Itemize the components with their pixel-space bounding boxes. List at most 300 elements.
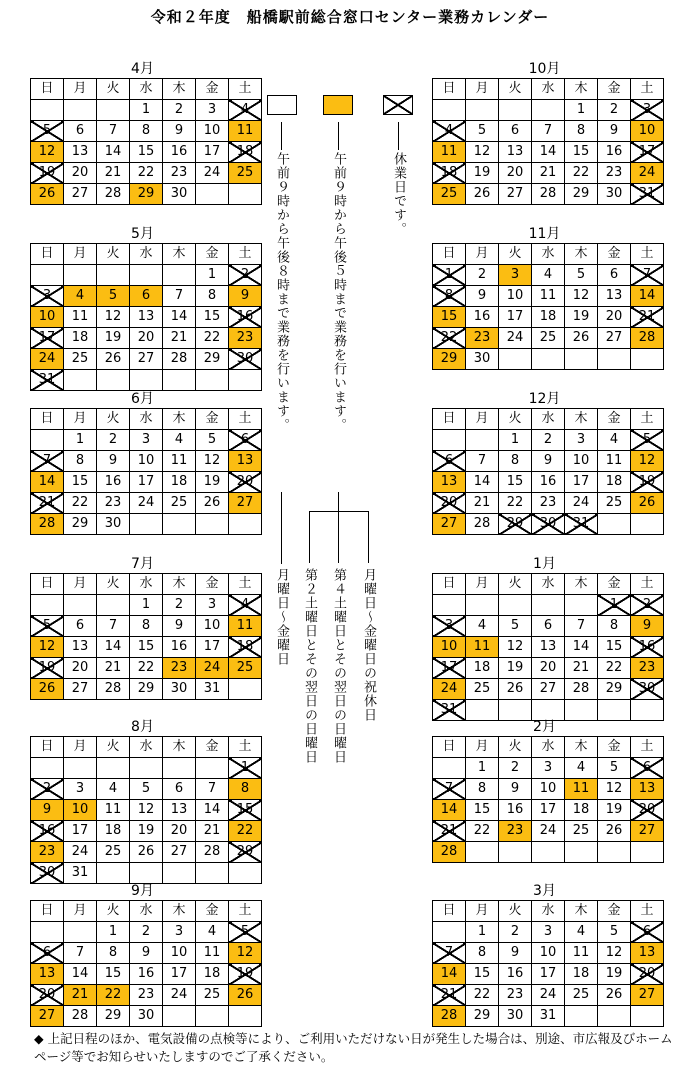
day-cell: 1 [466,922,499,943]
day-cell [31,100,64,121]
day-cell: 18 [64,328,97,349]
month-label: 10月 [528,61,561,77]
day-cell-closed: 4 [229,595,262,616]
day-cell [97,370,130,391]
day-cell: 20 [64,658,97,679]
day-cell-short-hours: 14 [31,472,64,493]
day-cell [499,100,532,121]
weekday-header: 水 [532,901,565,922]
day-cell: 31 [532,1006,565,1027]
weekday-header: 火 [499,79,532,100]
day-cell: 25 [97,842,130,863]
day-cell: 21 [97,163,130,184]
day-cell: 9 [598,121,631,142]
day-cell [433,430,466,451]
day-cell-closed: 6 [631,758,664,779]
weekday-header: 日 [433,737,466,758]
day-cell: 9 [163,121,196,142]
day-cell-closed: 5 [229,922,262,943]
legend-orange-box [323,95,353,115]
day-cell-closed: 17 [631,142,664,163]
weekday-header: 木 [565,79,598,100]
day-cell [31,595,64,616]
orange-connector-horizontal [309,511,369,512]
day-cell: 2 [466,265,499,286]
calendar-october [432,60,657,205]
calendar-grid [432,736,664,863]
day-cell [97,265,130,286]
day-cell: 16 [466,307,499,328]
day-cell-short-hours: 24 [433,679,466,700]
weekday-header: 日 [433,79,466,100]
day-cell: 1 [97,922,130,943]
weekday-header: 火 [97,574,130,595]
day-cell-closed: 31 [433,700,466,721]
day-cell-short-hours: 27 [31,1006,64,1027]
weekday-header: 月 [64,737,97,758]
day-cell: 2 [97,430,130,451]
calendar-grid [432,243,664,370]
day-cell: 20 [499,163,532,184]
day-cell-short-hours: 9 [229,286,262,307]
day-cell-short-hours: 6 [130,286,163,307]
weekday-header: 土 [631,244,664,265]
day-cell: 29 [130,679,163,700]
day-cell [433,595,466,616]
day-cell: 12 [466,142,499,163]
day-cell: 31 [196,679,229,700]
calendar-july [30,555,255,700]
day-cell-closed: 21 [631,307,664,328]
day-cell: 4 [532,265,565,286]
day-cell: 9 [466,286,499,307]
day-cell: 22 [64,493,97,514]
weekday-header: 月 [466,79,499,100]
day-cell: 25 [598,493,631,514]
day-cell [229,514,262,535]
day-cell-short-hours: 25 [229,163,262,184]
weekday-header: 水 [130,79,163,100]
day-cell [196,1006,229,1027]
weekday-header: 月 [64,901,97,922]
weekday-header: 日 [31,737,64,758]
calendar-grid [432,900,664,1027]
day-cell: 26 [130,842,163,863]
day-cell: 3 [532,922,565,943]
month-label: 12月 [528,391,561,407]
weekday-header: 木 [163,574,196,595]
day-cell: 9 [97,451,130,472]
weekday-header: 日 [433,901,466,922]
weekday-header: 金 [598,79,631,100]
day-cell: 8 [130,616,163,637]
day-cell-short-hours: 10 [433,637,466,658]
day-cell [229,679,262,700]
day-cell [229,370,262,391]
day-cell-short-hours: 27 [631,985,664,1006]
day-cell-closed: 31 [565,514,598,535]
day-cell-closed: 20 [433,493,466,514]
day-cell: 17 [196,637,229,658]
day-cell: 28 [97,679,130,700]
day-cell: 29 [196,349,229,370]
day-cell: 15 [130,637,163,658]
day-cell [631,1006,664,1027]
day-cell: 11 [565,943,598,964]
day-cell-short-hours: 29 [433,349,466,370]
day-cell: 13 [163,800,196,821]
day-cell: 2 [499,758,532,779]
day-cell: 10 [163,943,196,964]
day-cell [433,100,466,121]
day-cell: 15 [64,472,97,493]
day-cell: 14 [97,142,130,163]
day-cell: 19 [466,163,499,184]
day-cell: 17 [532,964,565,985]
day-cell: 27 [598,328,631,349]
day-cell [130,370,163,391]
day-cell: 25 [532,328,565,349]
day-cell-closed: 19 [31,658,64,679]
day-cell: 22 [466,821,499,842]
day-cell: 30 [130,1006,163,1027]
day-cell: 24 [532,821,565,842]
day-cell [163,863,196,884]
day-cell-closed: 31 [631,184,664,205]
day-cell-closed: 30 [31,863,64,884]
weekday-header: 土 [229,409,262,430]
day-cell [229,184,262,205]
day-cell: 5 [499,616,532,637]
day-cell [64,595,97,616]
day-cell: 9 [499,943,532,964]
day-cell-short-hours: 23 [31,842,64,863]
day-cell: 2 [532,430,565,451]
day-cell: 26 [499,679,532,700]
weekday-header: 木 [565,901,598,922]
day-cell: 22 [130,163,163,184]
day-cell: 24 [130,493,163,514]
weekday-header: 水 [130,901,163,922]
day-cell: 17 [532,800,565,821]
day-cell-closed: 8 [433,286,466,307]
day-cell: 6 [64,121,97,142]
day-cell-short-hours: 26 [31,679,64,700]
weekday-header: 火 [499,244,532,265]
day-cell [532,842,565,863]
weekday-header: 金 [196,901,229,922]
day-cell-short-hours: 12 [229,943,262,964]
day-cell [64,265,97,286]
day-cell: 9 [130,943,163,964]
day-cell [64,370,97,391]
weekday-header: 水 [532,244,565,265]
day-cell-short-hours: 24 [196,658,229,679]
day-cell: 16 [163,142,196,163]
day-cell: 28 [64,1006,97,1027]
day-cell: 26 [565,328,598,349]
day-cell [130,265,163,286]
day-cell-short-hours: 13 [229,451,262,472]
day-cell: 19 [196,472,229,493]
day-cell [631,349,664,370]
day-cell: 16 [499,800,532,821]
weekday-header: 日 [31,244,64,265]
day-cell: 28 [532,184,565,205]
day-cell [31,922,64,943]
footer-note: ◆ 上記日程のほか、電気設備の点検等により、ご利用いただけない日が発生した場合は、別途、市広報及びホームページ等でお知らせいたしますのでご了承ください。 [34,1031,673,1064]
day-cell: 17 [130,472,163,493]
day-cell [163,758,196,779]
day-cell-closed: 5 [31,616,64,637]
day-cell: 15 [466,964,499,985]
day-cell [565,842,598,863]
day-cell-closed: 21 [433,821,466,842]
day-cell-short-hours: 22 [229,821,262,842]
day-cell: 8 [598,616,631,637]
day-cell: 24 [532,985,565,1006]
day-cell: 8 [130,121,163,142]
month-label: 5月 [131,226,154,242]
day-cell: 22 [466,985,499,1006]
calendar-january [432,555,657,721]
weekday-header: 日 [31,79,64,100]
day-cell: 28 [97,184,130,205]
weekday-header: 水 [532,737,565,758]
day-cell: 20 [64,163,97,184]
legend-orange-text: 午前９時から午後５時まで業務を行います。 [331,152,346,432]
day-cell-short-hours: 4 [64,286,97,307]
day-cell-closed: 21 [31,493,64,514]
day-cell-short-hours: 14 [433,800,466,821]
day-cell-short-hours: 9 [31,800,64,821]
day-cell: 2 [499,922,532,943]
weekday-header: 木 [163,901,196,922]
day-cell-short-hours: 13 [31,964,64,985]
legend-closed-box [383,95,413,115]
day-cell-closed: 7 [31,451,64,472]
weekday-header: 日 [433,409,466,430]
day-cell: 1 [130,595,163,616]
day-cell-closed: 20 [631,964,664,985]
day-cell: 2 [130,922,163,943]
weekday-header: 金 [196,737,229,758]
day-cell: 13 [64,142,97,163]
day-cell: 23 [163,163,196,184]
day-cell: 23 [598,163,631,184]
day-cell: 30 [163,184,196,205]
day-cell: 28 [163,349,196,370]
day-cell-short-hours: 23 [163,658,196,679]
day-cell-closed: 2 [631,595,664,616]
orange-branch-2 [338,511,339,563]
calendar-grid [30,736,262,884]
day-cell: 25 [64,349,97,370]
day-cell: 29 [466,1006,499,1027]
day-cell: 3 [565,430,598,451]
day-cell-closed: 22 [433,328,466,349]
day-cell: 12 [499,637,532,658]
day-cell: 13 [499,142,532,163]
weekday-header: 月 [466,409,499,430]
day-cell: 14 [64,964,97,985]
day-cell: 16 [130,964,163,985]
day-cell [532,595,565,616]
day-cell: 10 [196,616,229,637]
day-cell-short-hours: 28 [433,1006,466,1027]
day-cell [196,184,229,205]
weekday-header: 木 [565,737,598,758]
day-cell: 31 [64,863,97,884]
day-cell-short-hours: 27 [229,493,262,514]
day-cell [196,863,229,884]
day-cell: 15 [499,472,532,493]
day-cell-closed: 30 [532,514,565,535]
day-cell: 14 [196,800,229,821]
day-cell-closed: 1 [229,758,262,779]
day-cell: 5 [598,758,631,779]
day-cell: 26 [196,493,229,514]
day-cell: 26 [598,821,631,842]
day-cell: 3 [532,758,565,779]
day-cell: 6 [499,121,532,142]
day-cell: 4 [97,779,130,800]
calendar-grid [30,78,262,205]
day-cell: 4 [598,430,631,451]
day-cell: 28 [196,842,229,863]
day-cell [499,595,532,616]
day-cell-closed: 16 [631,637,664,658]
weekday-header: 水 [532,574,565,595]
day-cell-short-hours: 26 [229,985,262,1006]
day-cell: 13 [598,286,631,307]
day-cell-closed: 4 [229,100,262,121]
day-cell-closed: 5 [31,121,64,142]
day-cell-short-hours: 11 [229,616,262,637]
day-cell: 9 [499,779,532,800]
day-cell: 19 [499,658,532,679]
weekday-header: 木 [565,409,598,430]
legend-white-box [267,95,297,115]
day-cell: 5 [196,430,229,451]
day-cell-short-hours: 28 [433,842,466,863]
day-cell-closed: 5 [631,430,664,451]
day-cell-closed: 18 [229,637,262,658]
month-label: 9月 [131,883,154,899]
day-cell-short-hours: 14 [433,964,466,985]
day-cell-short-hours: 15 [433,307,466,328]
day-cell: 27 [163,842,196,863]
day-cell-short-hours: 21 [64,985,97,1006]
day-cell-closed: 19 [229,964,262,985]
weekday-header: 日 [433,574,466,595]
day-cell: 11 [97,800,130,821]
weekday-header: 火 [97,901,130,922]
day-cell [130,514,163,535]
calendar-june [30,390,255,535]
month-label: 1月 [533,556,556,572]
day-cell: 5 [466,121,499,142]
weekday-header: 月 [64,409,97,430]
day-cell [31,430,64,451]
day-cell: 8 [565,121,598,142]
weekday-header: 木 [565,244,598,265]
day-cell-closed: 1 [433,265,466,286]
day-cell: 5 [130,779,163,800]
day-cell-closed: 6 [631,922,664,943]
day-cell [97,863,130,884]
day-cell: 25 [163,493,196,514]
day-cell-short-hours: 13 [433,472,466,493]
day-cell: 18 [565,964,598,985]
day-cell: 18 [598,472,631,493]
day-cell-closed: 20 [31,985,64,1006]
weekday-header: 火 [97,409,130,430]
day-cell: 4 [565,922,598,943]
day-cell-closed: 1 [598,595,631,616]
day-cell-closed: 3 [433,616,466,637]
weekday-header: 金 [598,244,631,265]
day-cell: 19 [97,328,130,349]
day-cell-short-hours: 5 [97,286,130,307]
day-cell-short-hours: 11 [229,121,262,142]
day-cell [532,349,565,370]
day-cell-short-hours: 12 [31,142,64,163]
weekday-header: 金 [196,409,229,430]
day-cell: 25 [196,985,229,1006]
day-cell: 12 [130,800,163,821]
orange-branch-1 [309,511,310,563]
day-cell [598,514,631,535]
day-cell [466,842,499,863]
calendar-november [432,225,657,370]
day-cell-short-hours: 8 [229,779,262,800]
day-cell [598,842,631,863]
day-cell: 2 [598,100,631,121]
day-cell: 3 [196,100,229,121]
day-cell: 21 [466,493,499,514]
day-cell: 6 [532,616,565,637]
weekday-header: 日 [31,574,64,595]
day-cell: 10 [196,121,229,142]
day-cell [31,758,64,779]
day-cell: 6 [163,779,196,800]
day-cell-short-hours: 23 [229,328,262,349]
day-cell [433,922,466,943]
weekday-header: 木 [565,574,598,595]
weekday-header: 土 [229,737,262,758]
day-cell: 22 [598,658,631,679]
day-cell-short-hours: 27 [433,514,466,535]
day-cell [598,1006,631,1027]
weekday-header: 火 [499,901,532,922]
day-cell: 30 [598,184,631,205]
weekday-header: 土 [229,574,262,595]
weekday-header: 金 [196,574,229,595]
day-cell-closed: 18 [433,163,466,184]
day-cell: 29 [598,679,631,700]
day-cell: 7 [97,121,130,142]
day-cell: 7 [565,616,598,637]
weekday-header: 土 [631,574,664,595]
day-cell [64,922,97,943]
day-cell: 7 [64,943,97,964]
day-cell: 25 [565,985,598,1006]
weekday-header: 土 [631,737,664,758]
day-cell-closed: 15 [229,800,262,821]
day-cell-short-hours: 11 [565,779,598,800]
weekday-header: 水 [130,574,163,595]
